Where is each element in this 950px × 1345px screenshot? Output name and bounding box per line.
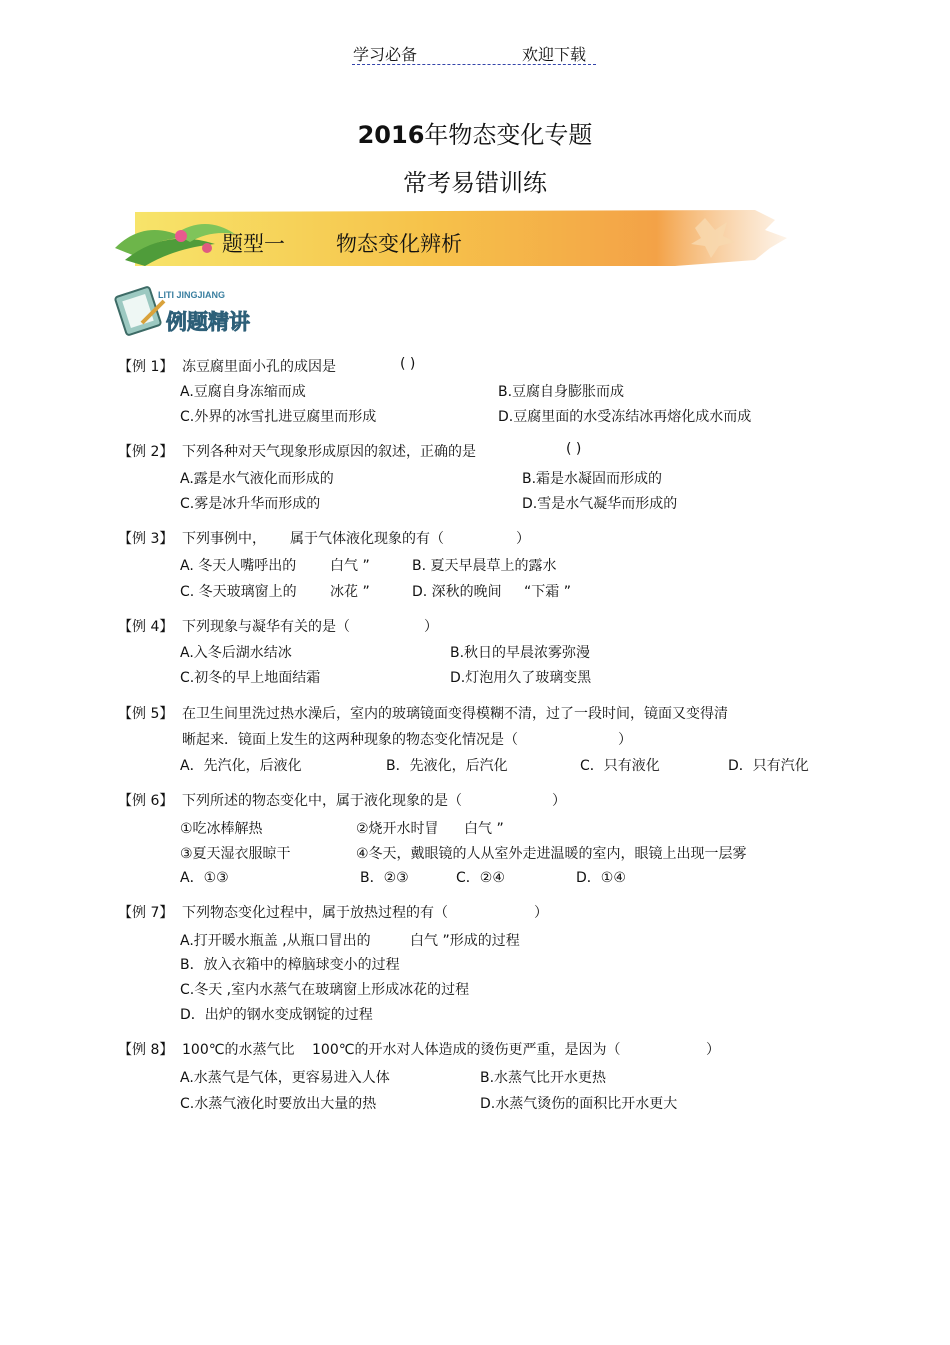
answer-blank: ） — [706, 1042, 720, 1058]
page-title — [0, 115, 950, 150]
option-c: C．②④ — [456, 870, 505, 886]
option-a: A．先汽化，后液化 — [180, 758, 302, 774]
answer-blank: ） — [516, 531, 530, 547]
option-2: ②烧开水时冒 — [356, 821, 439, 837]
option-a-quote: 白气 ”形成的过程 — [410, 933, 520, 949]
option-a: A. 冬天人嘴呼出的 — [180, 558, 297, 574]
question-stem: 下列各种对天气现象形成原因的叙述，正确的是 — [182, 444, 476, 460]
question-stem: 100℃的水蒸气比 — [182, 1042, 295, 1058]
option-d: D.灯泡用久了玻璃变黑 — [450, 670, 592, 686]
option-a: A.入冬后湖水结冰 — [180, 645, 292, 661]
option-b: B．放入衣箱中的樟脑球变小的过程 — [180, 957, 400, 973]
question-number: 【例 6】 — [118, 793, 174, 809]
answer-blank: ） — [552, 793, 566, 809]
question-stem-2: 100℃的开水对人体造成的烫伤更严重，是因为（ — [312, 1042, 621, 1058]
option-b: B.霜是水凝固而形成的 — [522, 471, 663, 487]
question-number: 【例 2】 — [118, 444, 174, 460]
option-b: B．②③ — [360, 870, 409, 886]
question-stem-2: 属于气体液化现象的有（ — [290, 531, 444, 547]
option-3: ③夏天湿衣服晾干 — [180, 846, 291, 862]
header-right: 欢迎下载 — [522, 45, 587, 64]
option-a: A．①③ — [180, 870, 229, 886]
question-number: 【例 4】 — [118, 619, 174, 635]
option-1: ①吃冰棒解热 — [180, 821, 263, 837]
option-c: C.初冬的早上地面结霜 — [180, 670, 321, 686]
option-b: B．先液化，后汽化 — [386, 758, 508, 774]
option-4: ④冬天，戴眼镜的人从室外走进温暖的室内，眼镜上出现一层雾 — [356, 846, 747, 862]
answer-blank: ( ) — [566, 441, 582, 457]
question-stem-2: 晰起来．镜面上发生的这两种现象的物态变化情况是（ — [182, 732, 518, 748]
question-stem: 下列所述的物态变化中，属于液化现象的是（ — [182, 793, 462, 809]
option-d: D.豆腐里面的水受冻结冰再熔化成水而成 — [498, 409, 752, 425]
question-number: 【例 3】 — [118, 531, 174, 547]
option-2-quote: 白气 ” — [464, 821, 504, 837]
option-c: C.外界的冰雪扎进豆腐里而形成 — [180, 409, 377, 425]
option-b: B.豆腐自身膨胀而成 — [498, 384, 625, 400]
option-a: A.豆腐自身冻缩而成 — [180, 384, 306, 400]
answer-blank: ） — [424, 619, 438, 635]
question-number: 【例 5】 — [118, 706, 174, 722]
option-c: C.水蒸气液化时要放出大量的热 — [180, 1096, 377, 1112]
page-subtitle: 常考易错训练 — [403, 169, 547, 197]
header-left: 学习必备 — [353, 45, 418, 64]
header-underline — [352, 64, 596, 65]
question-number: 【例 8】 — [118, 1042, 174, 1058]
option-d: D.水蒸气烫伤的面积比开水更大 — [480, 1096, 678, 1112]
logo-text: 例题精讲 — [166, 310, 250, 334]
title-text: 年物态变化专题 — [424, 121, 593, 149]
question-stem: 在卫生间里洗过热水澡后，室内的玻璃镜面变得模糊不清，过了一段时间，镜面又变得清 — [182, 706, 728, 722]
option-b: B.水蒸气比开水更热 — [480, 1070, 607, 1086]
title-year: 2016 — [357, 121, 425, 149]
question-stem: 下列物态变化过程中，属于放热过程的有（ — [182, 905, 448, 921]
question-stem: 下列现象与凝华有关的是（ — [182, 619, 350, 635]
banner-type-name: 物态变化辨析 — [336, 232, 462, 256]
option-d-quote: “下霜 ” — [524, 584, 571, 600]
answer-blank: ） — [534, 905, 548, 921]
option-a: A.打开暖水瓶盖 ,从瓶口冒出的 — [180, 933, 371, 949]
question-number: 【例 1】 — [118, 359, 174, 375]
option-b: B.秋日的早晨浓雾弥漫 — [450, 645, 591, 661]
option-c: C．只有液化 — [580, 758, 660, 774]
option-b: B. 夏天早晨草上的露水 — [412, 558, 557, 574]
option-c: C. 冬天玻璃窗上的 — [180, 584, 297, 600]
banner-type-label: 题型一 — [222, 232, 285, 256]
option-a-quote: 白气 ” — [330, 558, 370, 574]
logo-pinyin: LITI JINGJIANG — [158, 290, 226, 300]
option-d: D.雪是水气凝华而形成的 — [522, 496, 678, 512]
option-a: A.露是水气液化而形成的 — [180, 471, 334, 487]
question-stem: 冻豆腐里面小孔的成因是 — [182, 359, 336, 375]
option-c: C.雾是冰升华而形成的 — [180, 496, 321, 512]
example-logo — [112, 283, 262, 339]
option-d: D．只有汽化 — [728, 758, 809, 774]
option-d: D. 深秋的晚间 — [412, 584, 502, 600]
answer-blank: ） — [618, 732, 632, 748]
option-a: A.水蒸气是气体，更容易进入人体 — [180, 1070, 390, 1086]
answer-blank: ( ) — [400, 356, 416, 372]
question-stem: 下列事例中， — [182, 531, 266, 547]
option-c-quote: 冰花 ” — [330, 584, 370, 600]
option-c: C.冬天 ,室内水蒸气在玻璃窗上形成冰花的过程 — [180, 982, 470, 998]
option-d: D．出炉的钢水变成钢锭的过程 — [180, 1007, 373, 1023]
option-d: D．①④ — [576, 870, 626, 886]
question-number: 【例 7】 — [118, 905, 174, 921]
